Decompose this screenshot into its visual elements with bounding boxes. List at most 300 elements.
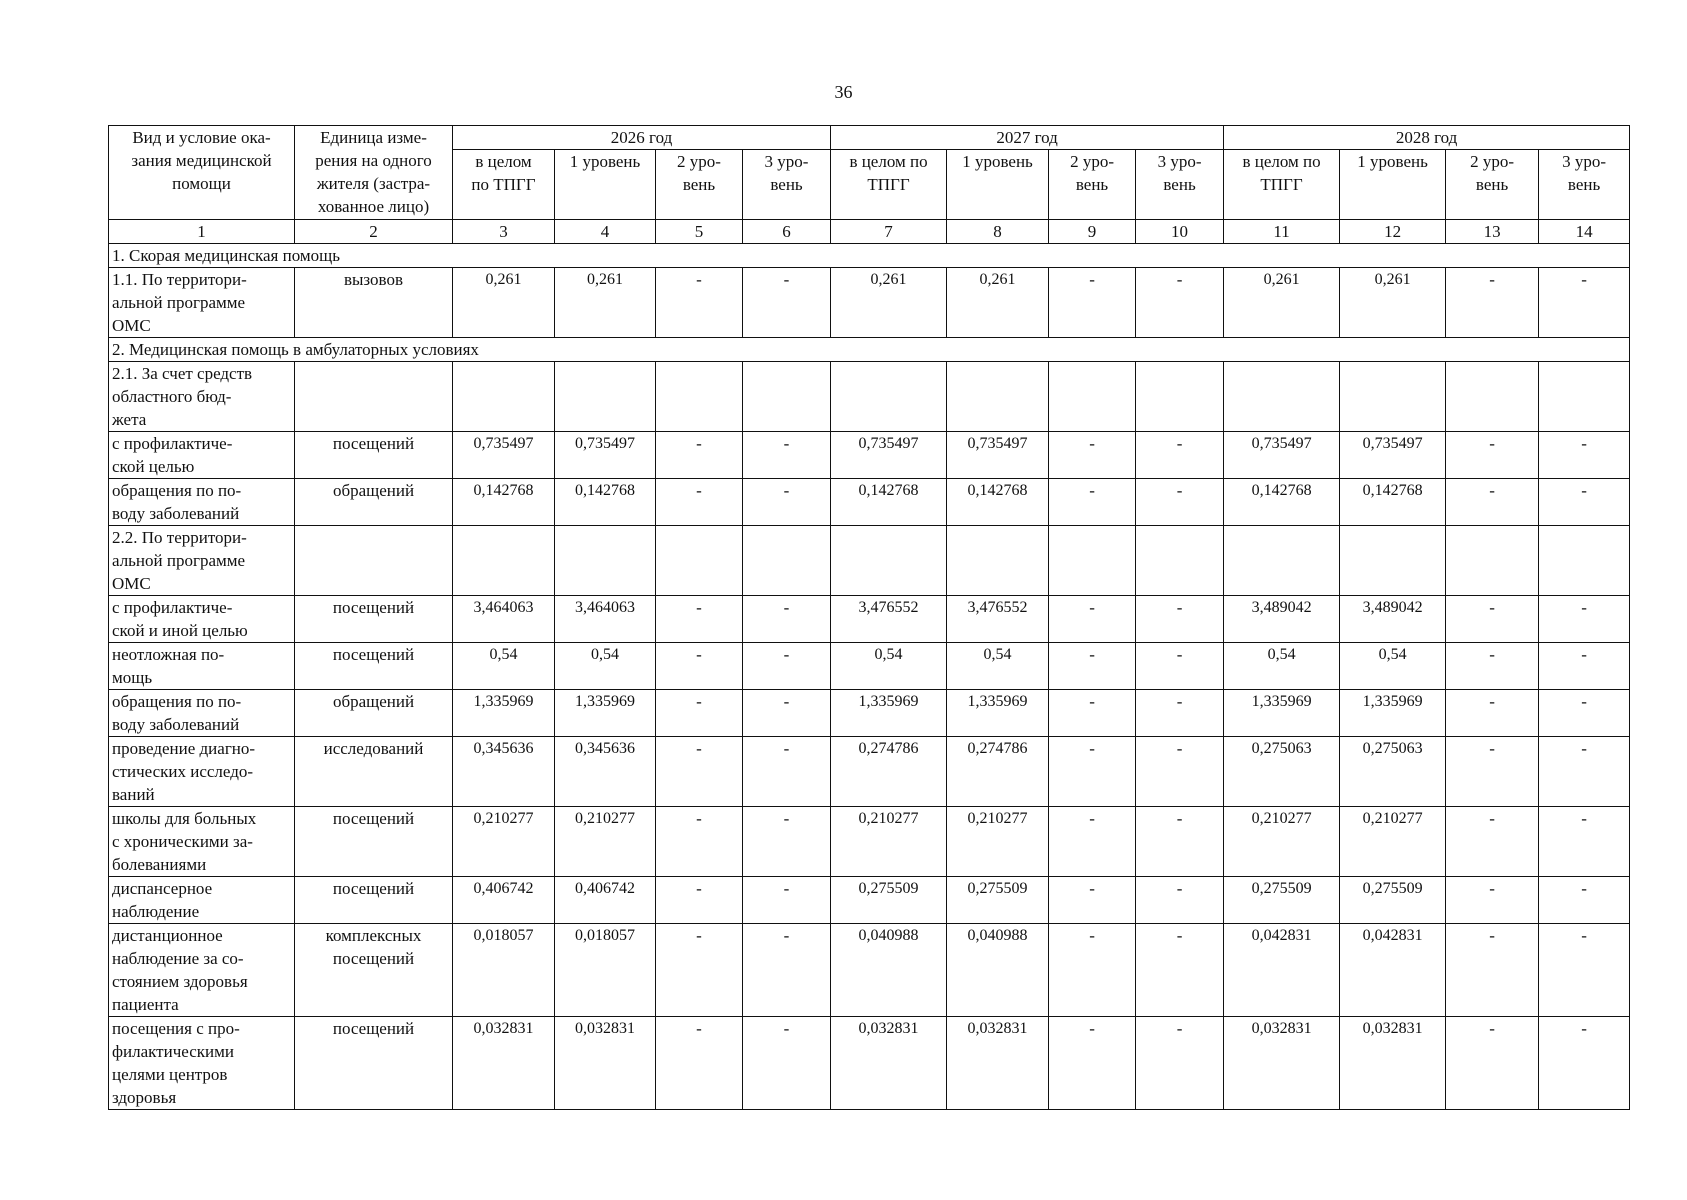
dash-cell: - <box>1049 737 1136 807</box>
dash-cell: - <box>1446 432 1539 479</box>
care-type-cell <box>109 690 295 737</box>
value-cell: 0,54 <box>947 643 1049 690</box>
dash-cell: - <box>656 432 743 479</box>
cell-line: 3 уро- <box>1157 152 1202 171</box>
column-number: 13 <box>1446 220 1539 244</box>
dash-cell: - <box>1136 877 1224 924</box>
value-cell: 0,018057 <box>453 924 555 1017</box>
cell-line: 2.1. За счет средств <box>112 364 253 383</box>
value-cell: 0,210277 <box>1340 807 1446 877</box>
value-cell: 0,142768 <box>1340 479 1446 526</box>
value-cell: 3,464063 <box>453 596 555 643</box>
value-cell: 1,335969 <box>831 690 947 737</box>
cell-line: воду заболеваний <box>112 504 240 523</box>
header-level <box>1446 150 1539 220</box>
cell-line: пациента <box>112 995 179 1014</box>
dash-cell: - <box>1136 1017 1224 1110</box>
value-cell: 3,489042 <box>1224 596 1340 643</box>
dash-cell: - <box>743 268 831 338</box>
unit-cell <box>295 877 453 924</box>
dash-cell: - <box>743 643 831 690</box>
dash-cell: - <box>1136 924 1224 1017</box>
table-row <box>109 596 1630 643</box>
header-kind-of-care <box>109 126 295 220</box>
value-cell <box>453 526 555 596</box>
table-row <box>109 1017 1630 1110</box>
value-cell: 0,406742 <box>555 877 656 924</box>
cell-line: мощь <box>112 668 153 687</box>
value-cell <box>1340 362 1446 432</box>
care-type-cell <box>109 643 295 690</box>
value-cell: 0,032831 <box>555 1017 656 1110</box>
table-row <box>109 690 1630 737</box>
header-level <box>743 150 831 220</box>
value-cell <box>656 362 743 432</box>
value-cell: 0,142768 <box>453 479 555 526</box>
dash-cell: - <box>1446 737 1539 807</box>
value-cell: 0,274786 <box>947 737 1049 807</box>
cell-line: 1 уровень <box>569 152 641 171</box>
cell-line: альной программе <box>112 551 246 570</box>
cell-line: помощи <box>172 174 231 193</box>
cell-line: жета <box>112 410 147 429</box>
value-cell: 1,335969 <box>1340 690 1446 737</box>
care-type-cell <box>109 1017 295 1110</box>
header-year-2028: 2028 год <box>1224 126 1630 150</box>
value-cell <box>743 362 831 432</box>
value-cell: 0,142768 <box>831 479 947 526</box>
dash-cell: - <box>1049 268 1136 338</box>
value-cell <box>1539 526 1630 596</box>
cell-line: посещений <box>332 1019 415 1038</box>
header-year-2026: 2026 год <box>453 126 831 150</box>
value-cell: 0,210277 <box>1224 807 1340 877</box>
value-cell: 0,735497 <box>555 432 656 479</box>
dash-cell: - <box>656 924 743 1017</box>
dash-cell: - <box>1539 877 1630 924</box>
value-cell: 0,261 <box>831 268 947 338</box>
value-cell <box>947 526 1049 596</box>
dash-cell: - <box>1049 690 1136 737</box>
cell-line: наблюдение за со- <box>112 949 244 968</box>
cell-line: рения на одного <box>315 151 432 170</box>
care-type-cell <box>109 596 295 643</box>
dash-cell: - <box>1049 432 1136 479</box>
value-cell <box>1224 362 1340 432</box>
dash-cell: - <box>1446 924 1539 1017</box>
dash-cell: - <box>656 737 743 807</box>
cell-line: исследований <box>323 739 424 758</box>
value-cell <box>831 526 947 596</box>
column-number: 6 <box>743 220 831 244</box>
value-cell <box>743 526 831 596</box>
dash-cell: - <box>1539 924 1630 1017</box>
value-cell: 0,54 <box>1224 643 1340 690</box>
dash-cell: - <box>1539 479 1630 526</box>
column-number: 1 <box>109 220 295 244</box>
cell-line: областного бюд- <box>112 387 232 406</box>
dash-cell: - <box>1446 479 1539 526</box>
header-level <box>1136 150 1224 220</box>
cell-line: ТПГГ <box>867 175 910 194</box>
table-row <box>109 362 1630 432</box>
cell-line: посещения с про- <box>112 1019 240 1038</box>
column-number: 14 <box>1539 220 1630 244</box>
cell-line: обращений <box>332 481 415 500</box>
column-number: 3 <box>453 220 555 244</box>
dash-cell: - <box>743 432 831 479</box>
cell-line: в целом по <box>1242 152 1321 171</box>
value-cell: 1,335969 <box>555 690 656 737</box>
value-cell: 0,406742 <box>453 877 555 924</box>
dash-cell: - <box>1049 924 1136 1017</box>
header-level <box>1224 150 1340 220</box>
value-cell: 0,275509 <box>831 877 947 924</box>
cell-line: посещений <box>332 949 415 968</box>
dash-cell: - <box>656 807 743 877</box>
value-cell: 0,275509 <box>1224 877 1340 924</box>
section-title: 1. Скорая медицинская помощь <box>109 244 1630 268</box>
cell-line: стоянием здоровья <box>112 972 248 991</box>
care-type-cell <box>109 737 295 807</box>
dash-cell: - <box>1136 643 1224 690</box>
cell-line: вызовов <box>343 270 403 289</box>
unit-cell <box>295 268 453 338</box>
header-row-numbers <box>109 220 1630 244</box>
value-cell: 0,735497 <box>1224 432 1340 479</box>
section-row <box>109 338 1630 362</box>
page-number: 36 <box>834 82 853 102</box>
value-cell: 0,261 <box>947 268 1049 338</box>
cell-line: вень <box>1567 175 1601 194</box>
value-cell: 0,261 <box>1224 268 1340 338</box>
cell-line: воду заболеваний <box>112 715 240 734</box>
cell-line: школы для больных <box>112 809 257 828</box>
cell-line: 2 уро- <box>677 152 721 171</box>
unit-cell <box>295 596 453 643</box>
dash-cell: - <box>743 737 831 807</box>
value-cell: 0,210277 <box>453 807 555 877</box>
cell-line: посещений <box>332 598 415 617</box>
value-cell: 0,275063 <box>1340 737 1446 807</box>
cell-line: 1 уровень <box>1357 152 1428 171</box>
dash-cell: - <box>1539 690 1630 737</box>
table-row <box>109 643 1630 690</box>
dash-cell: - <box>743 877 831 924</box>
unit-cell <box>295 643 453 690</box>
cell-line: посещений <box>332 434 415 453</box>
dash-cell: - <box>1539 432 1630 479</box>
dash-cell: - <box>1539 1017 1630 1110</box>
volume-table <box>108 125 1630 1110</box>
dash-cell: - <box>743 1017 831 1110</box>
cell-line: болеваниями <box>112 855 207 874</box>
value-cell: 0,040988 <box>947 924 1049 1017</box>
dash-cell: - <box>1049 479 1136 526</box>
table-row <box>109 526 1630 596</box>
value-cell <box>1224 526 1340 596</box>
cell-line: альной программе <box>112 293 246 312</box>
value-cell <box>656 526 743 596</box>
dash-cell: - <box>1136 690 1224 737</box>
cell-line: 2.2. По территори- <box>112 528 247 547</box>
cell-line: диспансерное <box>112 879 213 898</box>
unit-cell <box>295 807 453 877</box>
value-cell: 0,345636 <box>453 737 555 807</box>
dash-cell: - <box>1539 268 1630 338</box>
care-type-cell <box>109 479 295 526</box>
value-cell: 0,032831 <box>947 1017 1049 1110</box>
dash-cell: - <box>1049 596 1136 643</box>
cell-line: 2 уро- <box>1070 152 1114 171</box>
value-cell: 0,142768 <box>1224 479 1340 526</box>
care-type-cell <box>109 432 295 479</box>
value-cell: 1,335969 <box>453 690 555 737</box>
dash-cell: - <box>1049 643 1136 690</box>
cell-line: посещений <box>332 809 415 828</box>
dash-cell: - <box>1136 432 1224 479</box>
cell-line: ваний <box>112 785 155 804</box>
cell-line: с профилактиче- <box>112 434 233 453</box>
value-cell: 0,032831 <box>831 1017 947 1110</box>
cell-line: зания медицинской <box>131 151 272 170</box>
value-cell <box>1136 526 1224 596</box>
dash-cell: - <box>656 596 743 643</box>
column-number: 11 <box>1224 220 1340 244</box>
value-cell: 0,018057 <box>555 924 656 1017</box>
value-cell: 0,042831 <box>1224 924 1340 1017</box>
cell-line: вень <box>770 175 803 194</box>
cell-line: по ТПГГ <box>471 175 536 194</box>
unit-cell <box>295 362 453 432</box>
dash-cell: - <box>656 268 743 338</box>
value-cell: 0,032831 <box>1224 1017 1340 1110</box>
care-type-cell <box>109 924 295 1017</box>
dash-cell: - <box>1539 643 1630 690</box>
cell-line: 3 уро- <box>764 152 809 171</box>
cell-line: в целом по <box>849 152 928 171</box>
value-cell <box>555 526 656 596</box>
table-row <box>109 479 1630 526</box>
value-cell: 0,210277 <box>555 807 656 877</box>
value-cell: 0,275063 <box>1224 737 1340 807</box>
table-row <box>109 737 1630 807</box>
cell-line: неотложная по- <box>112 645 225 664</box>
dash-cell: - <box>656 643 743 690</box>
value-cell: 0,261 <box>555 268 656 338</box>
header-level <box>453 150 555 220</box>
dash-cell: - <box>743 479 831 526</box>
cell-line: Единица изме- <box>320 128 427 147</box>
unit-cell <box>295 479 453 526</box>
cell-line: проведение диагно- <box>112 739 256 758</box>
cell-line: 2 уро- <box>1470 152 1515 171</box>
column-number: 7 <box>831 220 947 244</box>
care-type-cell <box>109 877 295 924</box>
column-number: 10 <box>1136 220 1224 244</box>
cell-line: хованное лицо) <box>317 197 430 216</box>
cell-line: в целом <box>475 152 532 171</box>
value-cell: 0,54 <box>1340 643 1446 690</box>
column-number: 4 <box>555 220 656 244</box>
value-cell: 0,735497 <box>947 432 1049 479</box>
cell-line: 1.1. По территори- <box>112 270 247 289</box>
dash-cell: - <box>1136 479 1224 526</box>
value-cell: 0,261 <box>453 268 555 338</box>
dash-cell: - <box>1136 596 1224 643</box>
dash-cell: - <box>1049 877 1136 924</box>
cell-line: обращения по по- <box>112 692 242 711</box>
value-cell: 0,735497 <box>453 432 555 479</box>
table-body <box>109 126 1630 1110</box>
dash-cell: - <box>1049 807 1136 877</box>
dash-cell: - <box>1446 877 1539 924</box>
value-cell: 0,735497 <box>1340 432 1446 479</box>
cell-line: здоровья <box>112 1088 177 1107</box>
care-type-cell <box>109 268 295 338</box>
value-cell: 0,54 <box>831 643 947 690</box>
value-cell: 0,032831 <box>1340 1017 1446 1110</box>
value-cell <box>1446 526 1539 596</box>
dash-cell: - <box>1446 1017 1539 1110</box>
value-cell: 0,210277 <box>831 807 947 877</box>
care-type-cell <box>109 362 295 432</box>
cell-line: обращения по по- <box>112 481 242 500</box>
value-cell: 3,476552 <box>947 596 1049 643</box>
value-cell: 1,335969 <box>1224 690 1340 737</box>
cell-line: жителя (застра- <box>316 174 431 193</box>
cell-line: филактическими <box>112 1042 234 1061</box>
cell-line: ОМС <box>112 574 151 593</box>
section-row <box>109 244 1630 268</box>
column-number: 8 <box>947 220 1049 244</box>
value-cell: 0,042831 <box>1340 924 1446 1017</box>
dash-cell: - <box>743 807 831 877</box>
dash-cell: - <box>1446 690 1539 737</box>
care-type-cell <box>109 807 295 877</box>
dash-cell: - <box>743 690 831 737</box>
dash-cell: - <box>1446 807 1539 877</box>
cell-line: посещений <box>332 645 415 664</box>
value-cell: 0,032831 <box>453 1017 555 1110</box>
value-cell <box>1539 362 1630 432</box>
cell-line: вень <box>1475 175 1509 194</box>
care-type-cell <box>109 526 295 596</box>
dash-cell: - <box>1539 737 1630 807</box>
cell-line: Вид и условие ока- <box>132 128 271 147</box>
header-unit <box>295 126 453 220</box>
cell-line: ОМС <box>112 316 151 335</box>
dash-cell: - <box>1049 1017 1136 1110</box>
value-cell: 0,54 <box>453 643 555 690</box>
value-cell: 0,345636 <box>555 737 656 807</box>
dash-cell: - <box>656 1017 743 1110</box>
dash-cell: - <box>1136 268 1224 338</box>
value-cell: 0,210277 <box>947 807 1049 877</box>
column-number: 5 <box>656 220 743 244</box>
table-row <box>109 432 1630 479</box>
unit-cell <box>295 737 453 807</box>
cell-line: с профилактиче- <box>112 598 233 617</box>
column-number: 12 <box>1340 220 1446 244</box>
header-level <box>831 150 947 220</box>
value-cell: 0,54 <box>555 643 656 690</box>
value-cell: 0,261 <box>1340 268 1446 338</box>
cell-line: 3 уро- <box>1562 152 1607 171</box>
table-row <box>109 807 1630 877</box>
dash-cell: - <box>1446 643 1539 690</box>
cell-line: вень <box>1163 175 1196 194</box>
value-cell: 3,464063 <box>555 596 656 643</box>
header-level <box>1340 150 1446 220</box>
value-cell <box>555 362 656 432</box>
value-cell <box>453 362 555 432</box>
header-level <box>1539 150 1630 220</box>
cell-line: дистанционное <box>112 926 223 945</box>
value-cell: 0,040988 <box>831 924 947 1017</box>
cell-line: с хроническими за- <box>112 832 253 851</box>
cell-line: 1 уровень <box>962 152 1033 171</box>
header-year-2027: 2027 год <box>831 126 1224 150</box>
column-number: 9 <box>1049 220 1136 244</box>
cell-line: ской и иной целью <box>112 621 248 640</box>
header-level <box>555 150 656 220</box>
header-level <box>1049 150 1136 220</box>
value-cell <box>1136 362 1224 432</box>
unit-cell <box>295 690 453 737</box>
cell-line: посещений <box>332 879 415 898</box>
header-level <box>656 150 743 220</box>
table-row <box>109 924 1630 1017</box>
dash-cell: - <box>743 924 831 1017</box>
value-cell <box>831 362 947 432</box>
dash-cell: - <box>656 690 743 737</box>
cell-line: комплексных <box>325 926 422 945</box>
value-cell: 0,275509 <box>947 877 1049 924</box>
header-level <box>947 150 1049 220</box>
cell-line: целями центров <box>112 1065 228 1084</box>
header-row-years <box>109 126 1630 150</box>
value-cell: 1,335969 <box>947 690 1049 737</box>
cell-line: стических исследо- <box>112 762 254 781</box>
dash-cell: - <box>743 596 831 643</box>
unit-cell <box>295 432 453 479</box>
value-cell: 0,142768 <box>555 479 656 526</box>
cell-line: ТПГГ <box>1260 175 1303 194</box>
value-cell: 0,275509 <box>1340 877 1446 924</box>
value-cell: 0,274786 <box>831 737 947 807</box>
dash-cell: - <box>1539 807 1630 877</box>
value-cell: 3,489042 <box>1340 596 1446 643</box>
value-cell <box>947 362 1049 432</box>
cell-line: вень <box>1075 175 1109 194</box>
dash-cell: - <box>656 479 743 526</box>
table-row <box>109 877 1630 924</box>
cell-line: ской целью <box>112 457 195 476</box>
value-cell <box>1340 526 1446 596</box>
value-cell: 0,142768 <box>947 479 1049 526</box>
value-cell <box>1049 526 1136 596</box>
cell-line: наблюдение <box>112 902 200 921</box>
value-cell <box>1446 362 1539 432</box>
dash-cell: - <box>1539 596 1630 643</box>
dash-cell: - <box>1136 737 1224 807</box>
dash-cell: - <box>1446 596 1539 643</box>
section-title: 2. Медицинская помощь в амбулаторных условиях <box>109 338 1630 362</box>
unit-cell <box>295 526 453 596</box>
value-cell <box>1049 362 1136 432</box>
dash-cell: - <box>1136 807 1224 877</box>
